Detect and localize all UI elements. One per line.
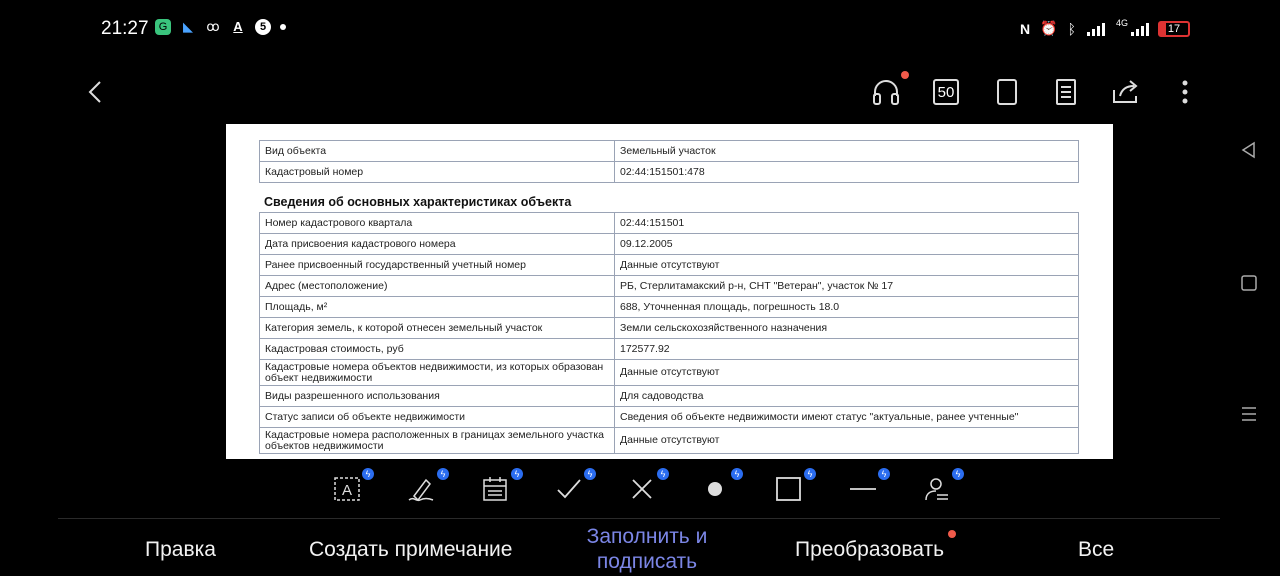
system-icons xyxy=(1020,17,1150,37)
table-row xyxy=(260,276,1079,297)
field-label: Номер кадастрового квартала xyxy=(260,213,615,234)
pen-signature-icon[interactable] xyxy=(406,474,436,504)
premium-bolt-icon: ϟ xyxy=(511,468,523,480)
app-flag-icon: ◣ xyxy=(183,19,193,34)
page-view-icon[interactable] xyxy=(991,76,1023,108)
premium-bolt-icon: ϟ xyxy=(878,468,890,480)
section-title: Сведения об основных характеристиках объекта xyxy=(264,195,572,209)
table-row xyxy=(260,407,1079,428)
alarm-icon: ⏰ xyxy=(1040,20,1058,36)
app-logo-icon: ꝏ xyxy=(206,19,220,34)
field-value: 688, Уточненная площадь, погрешность 18.0 xyxy=(615,297,1079,318)
document-page[interactable] xyxy=(226,124,1113,459)
headphones-notification-dot xyxy=(901,71,909,79)
table-row xyxy=(260,360,1079,386)
tab-create-note[interactable]: Создать примечание xyxy=(309,538,513,561)
field-value: Для садоводства xyxy=(615,386,1079,407)
status-time: 21:27 xyxy=(101,18,149,39)
table-row xyxy=(260,234,1079,255)
document-list-icon[interactable] xyxy=(1050,76,1082,108)
field-label: Адрес (местоположение) xyxy=(260,276,615,297)
app-a-icon: A xyxy=(233,19,243,34)
table-row xyxy=(260,339,1079,360)
cross-icon[interactable] xyxy=(627,474,657,504)
object-identity-table xyxy=(259,140,1079,183)
premium-bolt-icon: ϟ xyxy=(362,468,374,480)
table-row xyxy=(260,162,1079,183)
network-type: 4G xyxy=(1115,17,1128,28)
notification-icons xyxy=(155,19,286,35)
table-row xyxy=(260,386,1079,407)
field-value: 09.12.2005 xyxy=(615,234,1079,255)
field-value: Данные отсутствуют xyxy=(615,360,1079,386)
field-label: Вид объекта xyxy=(260,141,615,162)
nav-recents-lines-icon[interactable] xyxy=(1240,405,1258,423)
top-toolbar xyxy=(0,60,1280,124)
app-5-icon: 5 xyxy=(255,19,271,35)
bluetooth-icon: ᛒ xyxy=(1067,20,1076,37)
rectangle-icon[interactable] xyxy=(774,474,804,504)
table-row xyxy=(260,428,1079,454)
nav-back-triangle-icon[interactable] xyxy=(1240,141,1258,159)
field-label: Ранее присвоенный государственный учетный номер xyxy=(260,255,615,276)
field-value: 172577.92 xyxy=(615,339,1079,360)
field-value: Сведения об объекте недвижимости имеют статус "актуальные, ранее учтенные" xyxy=(615,407,1079,428)
field-label: Кадастровая стоимость, руб xyxy=(260,339,615,360)
bottom-tabs xyxy=(0,519,1280,576)
field-label: Категория земель, к которой отнесен земельный участок xyxy=(260,318,615,339)
nav-home-square-icon[interactable] xyxy=(1240,274,1258,292)
field-label: Кадастровые номера объектов недвижимости, из которых образован объект недвижимости xyxy=(260,360,615,386)
premium-bolt-icon: ϟ xyxy=(584,468,596,480)
field-label: Площадь, м² xyxy=(260,297,615,318)
table-row xyxy=(260,255,1079,276)
table-row xyxy=(260,141,1079,162)
text-box-icon[interactable] xyxy=(332,474,362,504)
back-arrow-icon[interactable] xyxy=(84,76,108,108)
premium-bolt-icon: ϟ xyxy=(731,468,743,480)
battery-indicator: 17 xyxy=(1158,21,1190,37)
headphones-icon[interactable] xyxy=(870,76,902,108)
cut-off-header-text xyxy=(416,124,419,131)
page-count-badge[interactable]: 50 xyxy=(933,79,959,105)
characteristics-table xyxy=(259,212,1079,454)
table-row xyxy=(260,318,1079,339)
svg-text:A: A xyxy=(341,482,353,499)
field-value: Данные отсутствуют xyxy=(615,428,1079,454)
field-value: 02:44:151501:478 xyxy=(615,162,1079,183)
premium-bolt-icon: ϟ xyxy=(657,468,669,480)
fill-sign-tools xyxy=(0,466,1280,512)
signal-icon xyxy=(1086,21,1106,37)
field-label: Виды разрешенного использования xyxy=(260,386,615,407)
field-label: Кадастровый номер xyxy=(260,162,615,183)
more-menu-icon[interactable] xyxy=(1169,76,1201,108)
calendar-icon[interactable] xyxy=(480,474,510,504)
table-row xyxy=(260,213,1079,234)
convert-notification-dot xyxy=(948,530,956,538)
line-icon[interactable] xyxy=(848,474,878,504)
field-label: Статус записи об объекте недвижимости xyxy=(260,407,615,428)
field-value: Данные отсутствуют xyxy=(615,255,1079,276)
share-icon[interactable] xyxy=(1110,76,1142,108)
premium-bolt-icon: ϟ xyxy=(437,468,449,480)
app-g-icon: G xyxy=(155,19,171,35)
person-signature-icon[interactable] xyxy=(922,474,952,504)
tab-edit[interactable]: Правка xyxy=(145,538,216,561)
dot-icon[interactable] xyxy=(700,474,730,504)
premium-bolt-icon: ϟ xyxy=(952,468,964,480)
tab-convert[interactable]: Преобразовать xyxy=(795,538,945,561)
tab-fill-sign[interactable]: Заполнить и подписать xyxy=(586,525,708,573)
premium-bolt-icon: ϟ xyxy=(804,468,816,480)
field-label: Дата присвоения кадастрового номера xyxy=(260,234,615,255)
more-notifications-dot xyxy=(280,24,286,30)
field-value: РБ, Стерлитамакский р-н, СНТ "Ветеран", участок № 17 xyxy=(615,276,1079,297)
field-value: 02:44:151501 xyxy=(615,213,1079,234)
signal-4g-icon xyxy=(1130,21,1150,37)
tab-all[interactable]: Все xyxy=(1078,538,1115,561)
checkmark-icon[interactable] xyxy=(554,474,584,504)
table-row xyxy=(260,297,1079,318)
field-value: Земли сельскохозяйственного назначения xyxy=(615,318,1079,339)
field-label: Кадастровые номера расположенных в границах земельного участка объектов недвижимости xyxy=(260,428,615,454)
nfc-icon: N xyxy=(1020,20,1031,37)
status-bar xyxy=(0,0,1280,60)
field-value: Земельный участок xyxy=(615,141,1079,162)
